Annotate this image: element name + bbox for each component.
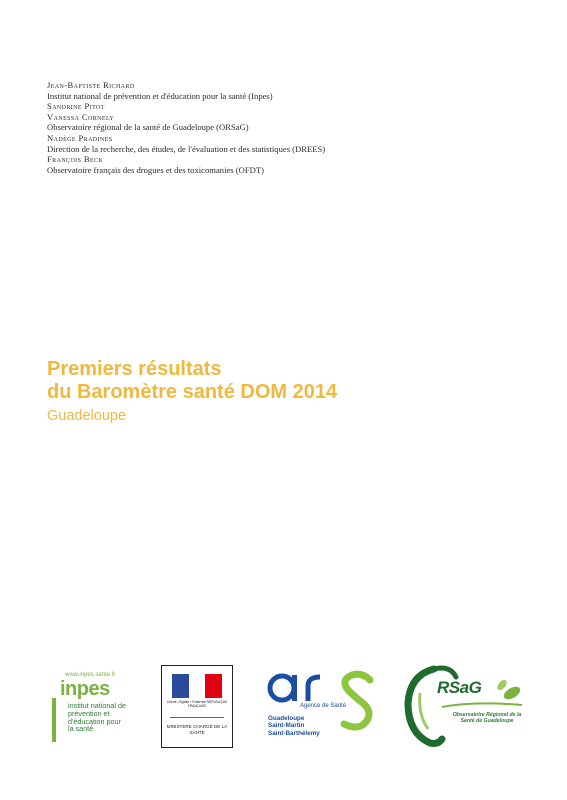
orsag-emblem-icon — [404, 663, 526, 748]
republique-francaise-logo — [161, 665, 233, 748]
inpes-accent-bar — [52, 698, 56, 742]
report-title-line-1: Premiers résultats — [47, 358, 222, 380]
ars-logo — [266, 668, 376, 748]
divider — [170, 717, 224, 718]
author-name: Vanessa Cornely — [47, 111, 115, 122]
ars-region: Guadeloupe — [268, 715, 305, 722]
inpes-wordmark: inpes — [60, 678, 110, 700]
inpes-logo — [50, 672, 128, 744]
author-affiliation: Observatoire régional de la santé de Guadeloupe (ORSaG) — [47, 122, 249, 133]
inpes-description: institut national de prévention et d'éducation pour la santé — [68, 701, 126, 734]
report-title-line-2: du Baromètre santé DOM 2014 — [47, 381, 338, 403]
report-title-block — [47, 358, 517, 426]
author-affiliation: Observatoire français des drogues et des toxicomanies (OFDT) — [47, 164, 264, 175]
orsag-caption: Observatoire Régional de la Santé de Guadeloupe — [452, 712, 522, 725]
author-affiliation: Direction de la recherche, des études, de l'évaluation et des statistiques (DREES) — [47, 143, 326, 154]
orsag-wordmark: RSaG — [437, 678, 482, 697]
marianne-flag-icon — [172, 674, 222, 698]
inpes-url: www.inpes.sante.fr — [65, 672, 116, 678]
ars-agence-label: Agence de Santé — [300, 703, 347, 709]
orsag-logo — [404, 663, 526, 748]
author-name: Nadège Pradines — [47, 132, 113, 143]
author-list — [47, 80, 507, 175]
ars-region-list — [268, 715, 348, 737]
author-name: Sandrine Pitot — [47, 101, 105, 112]
author-name: Jean-Baptiste Richard — [47, 80, 135, 90]
report-subtitle: Guadeloupe — [47, 408, 127, 424]
ars-region: Saint-Barthélemy — [268, 729, 320, 737]
ministry-label: MINISTÈRE CHARGÉ DE LA SANTÉ — [166, 724, 228, 735]
author-affiliation: Institut national de prévention et d'éducation pour la santé (Inpes) — [47, 90, 273, 101]
author-name: François Beck — [47, 154, 104, 165]
republique-motto: Liberté • Égalité • Fraternité RÉPUBLIQUE FRANÇAISE — [166, 700, 228, 708]
ars-region: Saint-Martin — [268, 722, 305, 730]
